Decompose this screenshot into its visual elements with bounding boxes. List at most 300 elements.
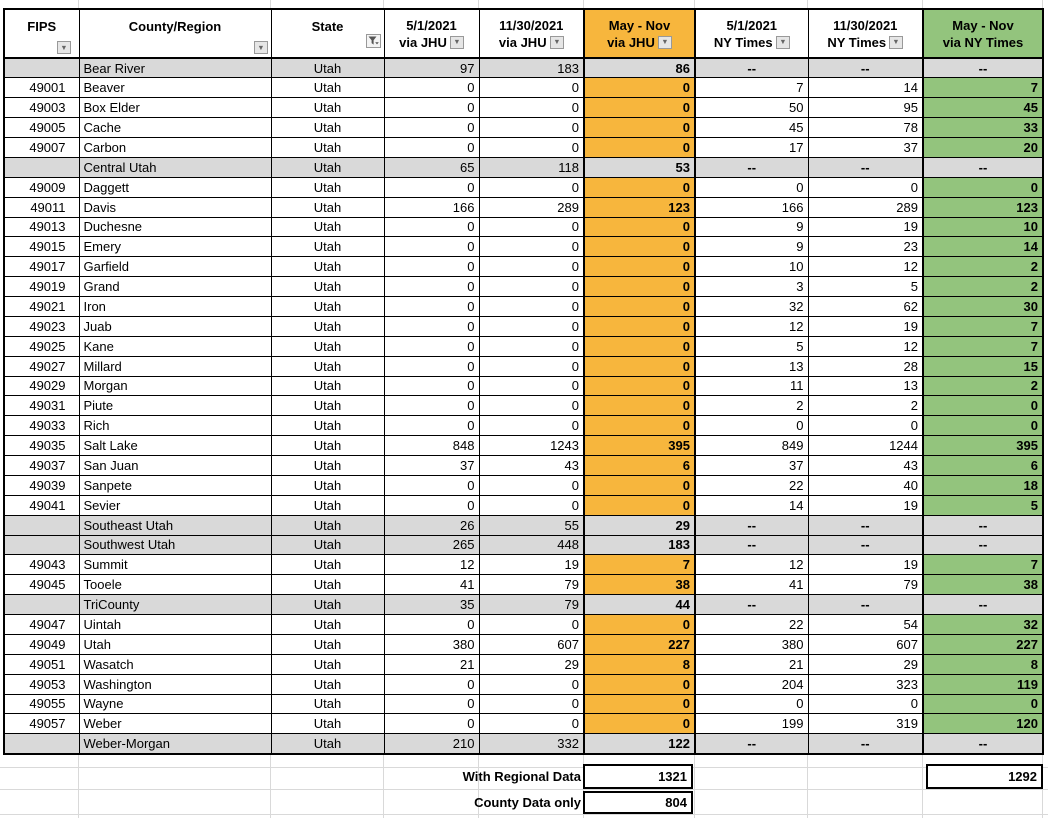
cell-nyt-diff[interactable]: 5 (923, 495, 1043, 515)
cell-state[interactable]: Utah (271, 654, 384, 674)
header-county-region[interactable] (79, 9, 271, 58)
header-fips[interactable] (4, 9, 79, 58)
cell-jhu-1130[interactable]: 19 (479, 555, 584, 575)
cell-jhu-diff[interactable]: 0 (584, 118, 695, 138)
cell-nyt-0501[interactable]: 2 (695, 396, 808, 416)
filter-dropdown-button-jhu-diff[interactable] (658, 36, 672, 49)
cell-nyt-1130[interactable]: 43 (808, 456, 923, 476)
cell-nyt-1130[interactable]: 607 (808, 634, 923, 654)
cell-jhu-diff[interactable]: 0 (584, 237, 695, 257)
cell-nyt-1130[interactable]: 19 (808, 495, 923, 515)
cell-nyt-0501[interactable]: 22 (695, 475, 808, 495)
cell-state[interactable]: Utah (271, 316, 384, 336)
cell-jhu-0501[interactable]: 0 (384, 118, 479, 138)
cell-nyt-diff[interactable]: 0 (923, 694, 1043, 714)
filter-dropdown-button-nyt-0501[interactable] (776, 36, 790, 49)
filter-dropdown-button-fips[interactable] (57, 41, 71, 54)
cell-nyt-0501[interactable]: 12 (695, 316, 808, 336)
cell-jhu-0501[interactable]: 0 (384, 217, 479, 237)
cell-state[interactable]: Utah (271, 694, 384, 714)
cell-jhu-0501[interactable]: 210 (384, 734, 479, 754)
cell-jhu-0501[interactable]: 380 (384, 634, 479, 654)
cell-fips[interactable]: 49003 (4, 98, 79, 118)
filter-dropdown-button-county[interactable] (254, 41, 268, 54)
cell-jhu-0501[interactable]: 65 (384, 157, 479, 177)
header-jhu-diff[interactable] (584, 9, 695, 58)
cell-jhu-1130[interactable]: 0 (479, 416, 584, 436)
cell-jhu-diff[interactable]: 0 (584, 615, 695, 635)
cell-jhu-diff[interactable]: 123 (584, 197, 695, 217)
cell-jhu-1130[interactable]: 607 (479, 634, 584, 654)
cell-jhu-1130[interactable]: 0 (479, 138, 584, 158)
cell-fips[interactable]: 49001 (4, 78, 79, 98)
cell-nyt-0501[interactable]: 12 (695, 555, 808, 575)
cell-state[interactable]: Utah (271, 674, 384, 694)
cell-state[interactable]: Utah (271, 356, 384, 376)
cell-county[interactable]: Iron (79, 297, 271, 317)
header-jhu-0501[interactable] (384, 9, 479, 58)
cell-nyt-0501[interactable]: 9 (695, 237, 808, 257)
cell-state[interactable]: Utah (271, 58, 384, 78)
filter-dropdown-button-nyt-1130[interactable] (889, 36, 903, 49)
cell-nyt-1130[interactable]: -- (808, 515, 923, 535)
cell-jhu-diff[interactable]: 0 (584, 138, 695, 158)
cell-fips[interactable] (4, 595, 79, 615)
cell-nyt-1130[interactable]: 2 (808, 396, 923, 416)
cell-nyt-0501[interactable]: -- (695, 515, 808, 535)
cell-jhu-0501[interactable]: 41 (384, 575, 479, 595)
cell-jhu-0501[interactable]: 0 (384, 356, 479, 376)
cell-nyt-0501[interactable]: -- (695, 157, 808, 177)
cell-jhu-1130[interactable]: 79 (479, 595, 584, 615)
cell-jhu-diff[interactable]: 0 (584, 257, 695, 277)
cell-nyt-0501[interactable]: -- (695, 535, 808, 555)
cell-county[interactable]: Grand (79, 277, 271, 297)
cell-nyt-diff[interactable]: 33 (923, 118, 1043, 138)
cell-nyt-diff[interactable]: 123 (923, 197, 1043, 217)
cell-jhu-1130[interactable]: 118 (479, 157, 584, 177)
cell-fips[interactable]: 49057 (4, 714, 79, 734)
cell-jhu-0501[interactable]: 0 (384, 694, 479, 714)
cell-county[interactable]: Beaver (79, 78, 271, 98)
with-regional-nyt-total[interactable]: 1292 (926, 764, 1043, 789)
cell-jhu-1130[interactable]: 0 (479, 495, 584, 515)
cell-nyt-diff[interactable]: -- (923, 515, 1043, 535)
cell-nyt-0501[interactable]: 14 (695, 495, 808, 515)
cell-state[interactable]: Utah (271, 78, 384, 98)
cell-county[interactable]: Uintah (79, 615, 271, 635)
cell-jhu-1130[interactable]: 0 (479, 118, 584, 138)
cell-nyt-diff[interactable]: 18 (923, 475, 1043, 495)
cell-nyt-1130[interactable]: 13 (808, 376, 923, 396)
county-only-jhu-total[interactable]: 804 (583, 791, 693, 814)
filter-dropdown-button-jhu-1130[interactable] (550, 36, 564, 49)
cell-nyt-0501[interactable]: 380 (695, 634, 808, 654)
cell-fips[interactable]: 49045 (4, 575, 79, 595)
cell-state[interactable]: Utah (271, 555, 384, 575)
cell-jhu-1130[interactable]: 0 (479, 356, 584, 376)
cell-county[interactable]: Emery (79, 237, 271, 257)
cell-state[interactable]: Utah (271, 237, 384, 257)
cell-nyt-1130[interactable]: 40 (808, 475, 923, 495)
header-nyt-diff[interactable] (923, 9, 1043, 58)
cell-jhu-diff[interactable]: 0 (584, 98, 695, 118)
cell-nyt-diff[interactable]: 2 (923, 277, 1043, 297)
cell-nyt-0501[interactable]: 849 (695, 436, 808, 456)
cell-fips[interactable]: 49049 (4, 634, 79, 654)
cell-jhu-1130[interactable]: 289 (479, 197, 584, 217)
cell-nyt-1130[interactable]: 54 (808, 615, 923, 635)
cell-jhu-diff[interactable]: 0 (584, 217, 695, 237)
cell-county[interactable]: Cache (79, 118, 271, 138)
cell-nyt-0501[interactable]: 5 (695, 336, 808, 356)
cell-state[interactable]: Utah (271, 277, 384, 297)
cell-county[interactable]: Wasatch (79, 654, 271, 674)
cell-jhu-diff[interactable]: 8 (584, 654, 695, 674)
cell-jhu-1130[interactable]: 0 (479, 177, 584, 197)
cell-jhu-diff[interactable]: 0 (584, 316, 695, 336)
cell-jhu-diff[interactable]: 44 (584, 595, 695, 615)
cell-fips[interactable]: 49043 (4, 555, 79, 575)
cell-jhu-diff[interactable]: 29 (584, 515, 695, 535)
cell-jhu-1130[interactable]: 0 (479, 78, 584, 98)
cell-fips[interactable]: 49009 (4, 177, 79, 197)
cell-nyt-1130[interactable]: 323 (808, 674, 923, 694)
cell-fips[interactable]: 49015 (4, 237, 79, 257)
cell-jhu-0501[interactable]: 166 (384, 197, 479, 217)
cell-nyt-0501[interactable]: 22 (695, 615, 808, 635)
cell-state[interactable]: Utah (271, 535, 384, 555)
cell-fips[interactable]: 49055 (4, 694, 79, 714)
cell-nyt-0501[interactable]: 17 (695, 138, 808, 158)
cell-fips[interactable]: 49011 (4, 197, 79, 217)
cell-nyt-diff[interactable]: 7 (923, 78, 1043, 98)
cell-jhu-1130[interactable]: 0 (479, 98, 584, 118)
cell-fips[interactable]: 49051 (4, 654, 79, 674)
cell-county[interactable]: Wayne (79, 694, 271, 714)
cell-jhu-diff[interactable]: 38 (584, 575, 695, 595)
cell-jhu-1130[interactable]: 332 (479, 734, 584, 754)
cell-nyt-1130[interactable]: 19 (808, 316, 923, 336)
cell-state[interactable]: Utah (271, 118, 384, 138)
cell-nyt-1130[interactable]: 95 (808, 98, 923, 118)
cell-fips[interactable]: 49047 (4, 615, 79, 635)
cell-nyt-diff[interactable]: 8 (923, 654, 1043, 674)
cell-state[interactable]: Utah (271, 138, 384, 158)
cell-jhu-diff[interactable]: 86 (584, 58, 695, 78)
cell-fips[interactable] (4, 157, 79, 177)
cell-nyt-1130[interactable]: 0 (808, 416, 923, 436)
cell-fips[interactable]: 49021 (4, 297, 79, 317)
cell-county[interactable]: Tooele (79, 575, 271, 595)
cell-jhu-0501[interactable]: 0 (384, 297, 479, 317)
cell-nyt-diff[interactable]: 7 (923, 336, 1043, 356)
cell-jhu-0501[interactable]: 0 (384, 376, 479, 396)
cell-state[interactable]: Utah (271, 217, 384, 237)
cell-jhu-diff[interactable]: 0 (584, 475, 695, 495)
cell-nyt-1130[interactable]: 1244 (808, 436, 923, 456)
cell-nyt-1130[interactable]: -- (808, 58, 923, 78)
cell-jhu-0501[interactable]: 0 (384, 336, 479, 356)
cell-state[interactable]: Utah (271, 495, 384, 515)
cell-jhu-0501[interactable]: 0 (384, 277, 479, 297)
cell-jhu-1130[interactable]: 1243 (479, 436, 584, 456)
cell-jhu-1130[interactable]: 0 (479, 297, 584, 317)
cell-nyt-diff[interactable]: -- (923, 734, 1043, 754)
cell-county[interactable]: San Juan (79, 456, 271, 476)
cell-jhu-1130[interactable]: 0 (479, 714, 584, 734)
cell-state[interactable]: Utah (271, 396, 384, 416)
cell-jhu-diff[interactable]: 0 (584, 416, 695, 436)
cell-nyt-0501[interactable]: -- (695, 734, 808, 754)
header-jhu-1130[interactable] (479, 9, 584, 58)
cell-fips[interactable]: 49037 (4, 456, 79, 476)
cell-jhu-1130[interactable]: 55 (479, 515, 584, 535)
cell-jhu-diff[interactable]: 0 (584, 714, 695, 734)
cell-jhu-0501[interactable]: 37 (384, 456, 479, 476)
cell-county[interactable]: Juab (79, 316, 271, 336)
cell-nyt-0501[interactable]: 199 (695, 714, 808, 734)
cell-nyt-1130[interactable]: 29 (808, 654, 923, 674)
cell-jhu-0501[interactable]: 0 (384, 396, 479, 416)
cell-nyt-diff[interactable]: 7 (923, 555, 1043, 575)
cell-jhu-1130[interactable]: 0 (479, 694, 584, 714)
cell-county[interactable]: Sevier (79, 495, 271, 515)
cell-nyt-1130[interactable]: 28 (808, 356, 923, 376)
cell-nyt-1130[interactable]: 0 (808, 177, 923, 197)
cell-state[interactable]: Utah (271, 475, 384, 495)
cell-county[interactable]: Piute (79, 396, 271, 416)
cell-jhu-0501[interactable]: 0 (384, 177, 479, 197)
cell-jhu-0501[interactable]: 0 (384, 416, 479, 436)
cell-jhu-0501[interactable]: 0 (384, 78, 479, 98)
cell-county[interactable]: Summit (79, 555, 271, 575)
cell-jhu-diff[interactable]: 0 (584, 356, 695, 376)
cell-jhu-1130[interactable]: 29 (479, 654, 584, 674)
cell-nyt-1130[interactable]: 12 (808, 336, 923, 356)
cell-nyt-1130[interactable]: -- (808, 535, 923, 555)
cell-jhu-diff[interactable]: 0 (584, 495, 695, 515)
cell-fips[interactable]: 49013 (4, 217, 79, 237)
cell-state[interactable]: Utah (271, 595, 384, 615)
cell-nyt-1130[interactable]: 12 (808, 257, 923, 277)
cell-fips[interactable]: 49031 (4, 396, 79, 416)
cell-county[interactable]: Washington (79, 674, 271, 694)
cell-nyt-diff[interactable]: 15 (923, 356, 1043, 376)
cell-state[interactable]: Utah (271, 257, 384, 277)
cell-jhu-diff[interactable]: 0 (584, 78, 695, 98)
cell-county[interactable]: Bear River (79, 58, 271, 78)
cell-jhu-0501[interactable]: 0 (384, 98, 479, 118)
cell-jhu-0501[interactable]: 26 (384, 515, 479, 535)
cell-state[interactable]: Utah (271, 197, 384, 217)
cell-nyt-diff[interactable]: 120 (923, 714, 1043, 734)
cell-state[interactable]: Utah (271, 734, 384, 754)
cell-nyt-1130[interactable]: 79 (808, 575, 923, 595)
filter-funnel-button-state[interactable] (366, 34, 381, 48)
cell-state[interactable]: Utah (271, 177, 384, 197)
cell-fips[interactable]: 49019 (4, 277, 79, 297)
cell-county[interactable]: Rich (79, 416, 271, 436)
cell-nyt-0501[interactable]: -- (695, 58, 808, 78)
cell-nyt-diff[interactable]: -- (923, 595, 1043, 615)
cell-state[interactable]: Utah (271, 436, 384, 456)
cell-nyt-diff[interactable]: 119 (923, 674, 1043, 694)
cell-jhu-0501[interactable]: 0 (384, 138, 479, 158)
cell-jhu-0501[interactable]: 0 (384, 495, 479, 515)
cell-nyt-0501[interactable]: 45 (695, 118, 808, 138)
cell-jhu-1130[interactable]: 0 (479, 615, 584, 635)
cell-nyt-diff[interactable]: 0 (923, 177, 1043, 197)
cell-fips[interactable]: 49025 (4, 336, 79, 356)
cell-jhu-0501[interactable]: 21 (384, 654, 479, 674)
cell-jhu-diff[interactable]: 0 (584, 376, 695, 396)
cell-nyt-0501[interactable]: 37 (695, 456, 808, 476)
cell-county[interactable]: Duchesne (79, 217, 271, 237)
header-state[interactable] (271, 9, 384, 58)
cell-nyt-0501[interactable]: 13 (695, 356, 808, 376)
cell-state[interactable]: Utah (271, 575, 384, 595)
cell-fips[interactable] (4, 734, 79, 754)
cell-fips[interactable]: 49029 (4, 376, 79, 396)
cell-jhu-diff[interactable]: 227 (584, 634, 695, 654)
cell-nyt-0501[interactable]: 166 (695, 197, 808, 217)
cell-county[interactable]: Sanpete (79, 475, 271, 495)
cell-state[interactable]: Utah (271, 456, 384, 476)
cell-jhu-diff[interactable]: 0 (584, 674, 695, 694)
cell-state[interactable]: Utah (271, 297, 384, 317)
cell-nyt-1130[interactable]: 62 (808, 297, 923, 317)
cell-nyt-1130[interactable]: 289 (808, 197, 923, 217)
header-nyt-0501[interactable] (695, 9, 808, 58)
cell-jhu-diff[interactable]: 183 (584, 535, 695, 555)
cell-nyt-1130[interactable]: -- (808, 595, 923, 615)
cell-jhu-0501[interactable]: 0 (384, 237, 479, 257)
cell-nyt-0501[interactable]: 10 (695, 257, 808, 277)
cell-state[interactable]: Utah (271, 336, 384, 356)
cell-nyt-0501[interactable]: 3 (695, 277, 808, 297)
header-nyt-1130[interactable] (808, 9, 923, 58)
cell-jhu-1130[interactable]: 0 (479, 277, 584, 297)
cell-county[interactable]: Southeast Utah (79, 515, 271, 535)
cell-state[interactable]: Utah (271, 515, 384, 535)
cell-county[interactable]: TriCounty (79, 595, 271, 615)
cell-jhu-1130[interactable]: 0 (479, 217, 584, 237)
cell-nyt-diff[interactable]: 2 (923, 257, 1043, 277)
cell-county[interactable]: Daggett (79, 177, 271, 197)
cell-nyt-0501[interactable]: 41 (695, 575, 808, 595)
cell-nyt-diff[interactable]: 45 (923, 98, 1043, 118)
cell-fips[interactable]: 49023 (4, 316, 79, 336)
cell-jhu-diff[interactable]: 395 (584, 436, 695, 456)
cell-nyt-1130[interactable]: 23 (808, 237, 923, 257)
cell-county[interactable]: Central Utah (79, 157, 271, 177)
cell-jhu-1130[interactable]: 448 (479, 535, 584, 555)
cell-county[interactable]: Utah (79, 634, 271, 654)
cell-jhu-diff[interactable]: 7 (584, 555, 695, 575)
cell-county[interactable]: Davis (79, 197, 271, 217)
cell-fips[interactable]: 49007 (4, 138, 79, 158)
cell-jhu-0501[interactable]: 0 (384, 615, 479, 635)
cell-fips[interactable]: 49041 (4, 495, 79, 515)
cell-jhu-diff[interactable]: 122 (584, 734, 695, 754)
cell-nyt-1130[interactable]: 19 (808, 217, 923, 237)
cell-nyt-1130[interactable]: 19 (808, 555, 923, 575)
cell-nyt-0501[interactable]: 11 (695, 376, 808, 396)
cell-jhu-diff[interactable]: 0 (584, 694, 695, 714)
cell-nyt-diff[interactable]: 395 (923, 436, 1043, 456)
cell-nyt-0501[interactable]: 32 (695, 297, 808, 317)
filter-dropdown-button-jhu-0501[interactable] (450, 36, 464, 49)
cell-nyt-diff[interactable]: 0 (923, 396, 1043, 416)
cell-fips[interactable] (4, 535, 79, 555)
cell-county[interactable]: Salt Lake (79, 436, 271, 456)
cell-jhu-diff[interactable]: 53 (584, 157, 695, 177)
cell-jhu-diff[interactable]: 0 (584, 177, 695, 197)
cell-nyt-diff[interactable]: 0 (923, 416, 1043, 436)
cell-jhu-1130[interactable]: 0 (479, 475, 584, 495)
cell-nyt-1130[interactable]: 78 (808, 118, 923, 138)
cell-fips[interactable] (4, 58, 79, 78)
cell-state[interactable]: Utah (271, 157, 384, 177)
cell-nyt-0501[interactable]: -- (695, 595, 808, 615)
cell-county[interactable]: Southwest Utah (79, 535, 271, 555)
cell-nyt-diff[interactable]: 38 (923, 575, 1043, 595)
cell-county[interactable]: Morgan (79, 376, 271, 396)
cell-nyt-1130[interactable]: 5 (808, 277, 923, 297)
cell-nyt-0501[interactable]: 7 (695, 78, 808, 98)
cell-fips[interactable]: 49017 (4, 257, 79, 277)
cell-county[interactable]: Box Elder (79, 98, 271, 118)
cell-jhu-0501[interactable]: 848 (384, 436, 479, 456)
cell-fips[interactable]: 49027 (4, 356, 79, 376)
cell-jhu-1130[interactable]: 0 (479, 257, 584, 277)
cell-state[interactable]: Utah (271, 376, 384, 396)
cell-nyt-1130[interactable]: 319 (808, 714, 923, 734)
cell-fips[interactable]: 49005 (4, 118, 79, 138)
cell-jhu-1130[interactable]: 79 (479, 575, 584, 595)
cell-fips[interactable]: 49053 (4, 674, 79, 694)
with-regional-jhu-total[interactable]: 1321 (583, 764, 693, 789)
cell-nyt-diff[interactable]: -- (923, 157, 1043, 177)
cell-nyt-0501[interactable]: 204 (695, 674, 808, 694)
cell-state[interactable]: Utah (271, 98, 384, 118)
cell-county[interactable]: Garfield (79, 257, 271, 277)
cell-nyt-0501[interactable]: 0 (695, 694, 808, 714)
cell-jhu-0501[interactable]: 0 (384, 257, 479, 277)
cell-nyt-diff[interactable]: 30 (923, 297, 1043, 317)
cell-fips[interactable]: 49033 (4, 416, 79, 436)
cell-jhu-diff[interactable]: 0 (584, 277, 695, 297)
cell-jhu-1130[interactable]: 183 (479, 58, 584, 78)
cell-nyt-0501[interactable]: 0 (695, 177, 808, 197)
cell-jhu-1130[interactable]: 43 (479, 456, 584, 476)
cell-jhu-0501[interactable]: 265 (384, 535, 479, 555)
cell-jhu-diff[interactable]: 0 (584, 396, 695, 416)
cell-jhu-0501[interactable]: 0 (384, 316, 479, 336)
cell-nyt-1130[interactable]: 14 (808, 78, 923, 98)
cell-nyt-diff[interactable]: 6 (923, 456, 1043, 476)
cell-jhu-0501[interactable]: 12 (384, 555, 479, 575)
cell-jhu-0501[interactable]: 0 (384, 714, 479, 734)
cell-nyt-diff[interactable]: -- (923, 58, 1043, 78)
cell-nyt-diff[interactable]: 7 (923, 316, 1043, 336)
cell-nyt-0501[interactable]: 9 (695, 217, 808, 237)
cell-jhu-0501[interactable]: 35 (384, 595, 479, 615)
cell-jhu-diff[interactable]: 0 (584, 336, 695, 356)
cell-jhu-0501[interactable]: 0 (384, 674, 479, 694)
cell-nyt-diff[interactable]: 32 (923, 615, 1043, 635)
